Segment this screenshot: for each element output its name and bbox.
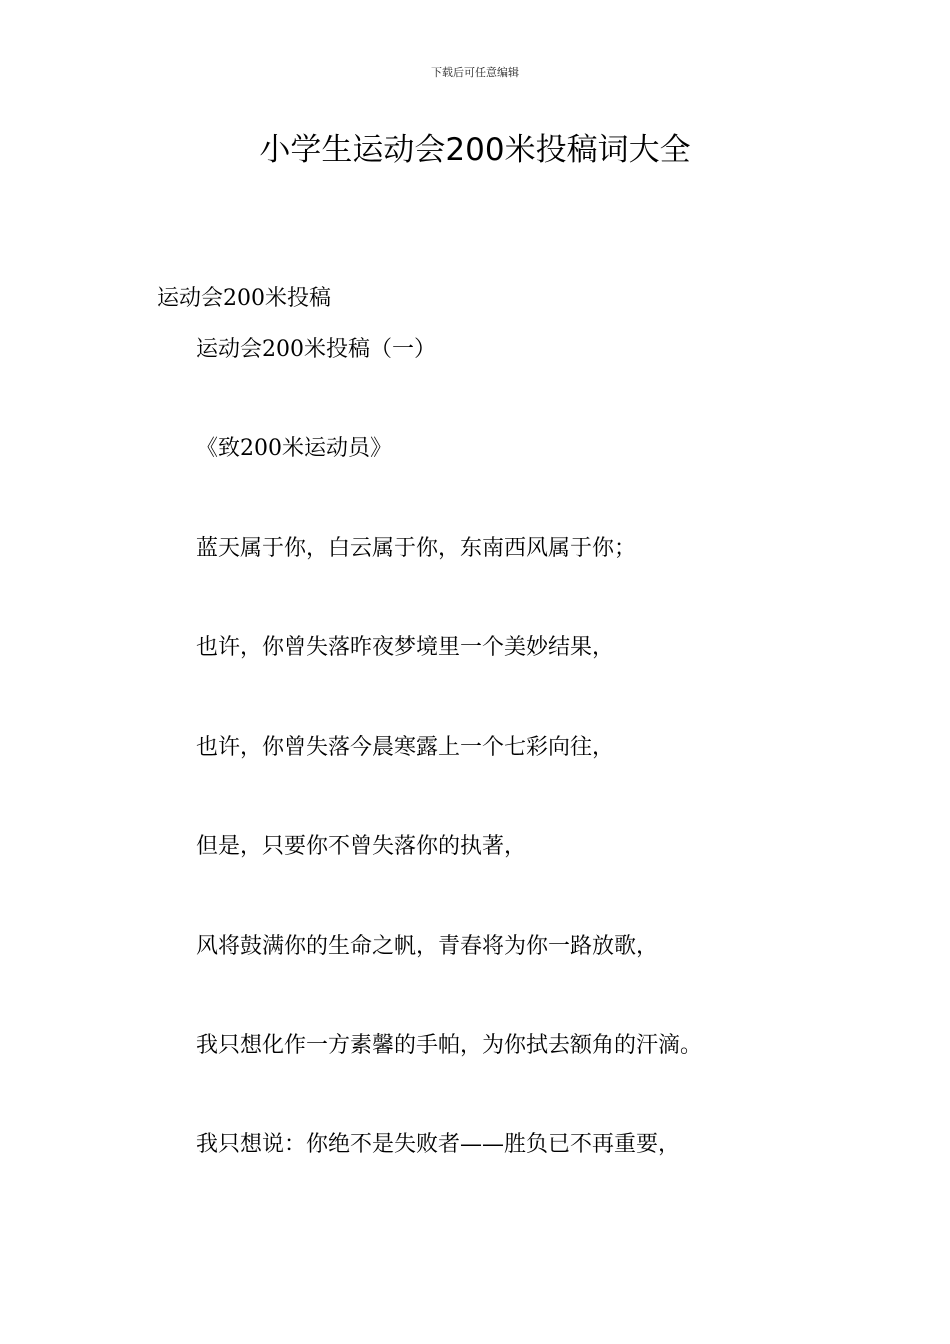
poem-line: 蓝天属于你，白云属于你，东南西风属于你； xyxy=(196,536,637,561)
section-heading: 运动会200米投稿 xyxy=(157,286,331,311)
poem-line: 我只想化作一方素馨的手帕，为你拭去额角的汗滴。 xyxy=(196,1033,703,1058)
poem-line: 但是，只要你不曾失落你的执著， xyxy=(196,834,527,859)
poem-title: 《致200米运动员》 xyxy=(196,436,392,461)
document-title: 小学生运动会200米投稿词大全 xyxy=(259,132,691,168)
poem-line: 也许，你曾失落今晨寒露上一个七彩向往， xyxy=(196,735,615,760)
poem-line: 风将鼓满你的生命之帆，青春将为你一路放歌， xyxy=(196,934,659,959)
poem-line: 我只想说：你绝不是失败者——胜负已不再重要， xyxy=(196,1132,681,1157)
subheading: 运动会200米投稿（一） xyxy=(196,337,436,362)
poem-line: 也许，你曾失落昨夜梦境里一个美妙结果， xyxy=(196,635,615,660)
page-header-note: 下载后可任意编辑 xyxy=(431,66,519,79)
